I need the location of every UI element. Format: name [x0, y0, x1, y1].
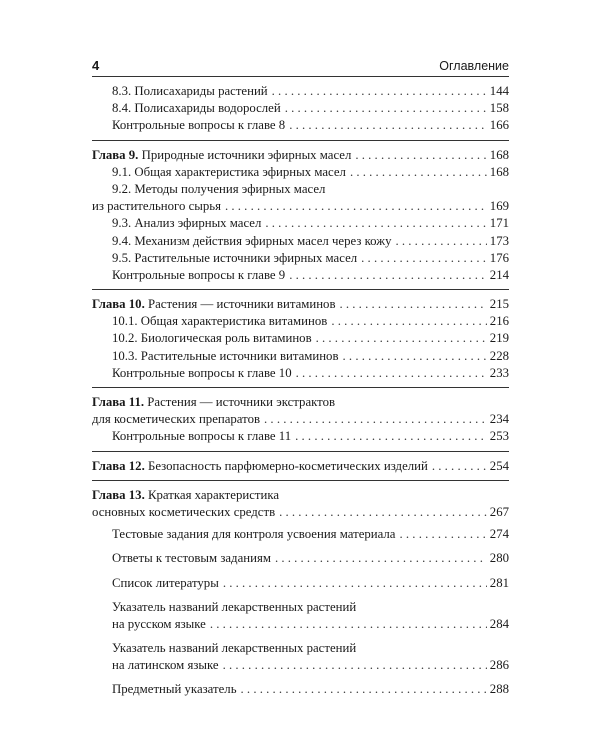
toc-entry-10-1[interactable]: 10.1. Общая характеристика витаминов . . . 216 — [92, 313, 509, 330]
toc-entry-subject-index[interactable]: Предметный указатель . . . 288 — [92, 681, 509, 698]
toc-entry-8-3[interactable]: 8.3. Полисахариды растений . . . 144 — [92, 83, 509, 100]
toc-chapter-12[interactable]: Глава 12. Безопасность парфюмерно-косметических изделий . . . 254 — [92, 458, 509, 475]
header-rule — [92, 76, 509, 77]
toc-chapter-13-line1[interactable]: Глава 13. Краткая характеристика — [92, 487, 280, 502]
toc-entry-9-2-line1[interactable]: 9.2. Методы получения эфирных масел — [112, 181, 326, 196]
toc-entry-literature[interactable]: Список литературы . . . 281 — [92, 575, 509, 592]
toc-entry-index-la[interactable]: на латинском языке . . . 286 — [92, 657, 509, 674]
toc-entry-9-4[interactable]: 9.4. Механизм действия эфирных масел через кожу . . . 173 — [92, 233, 509, 250]
running-head: Оглавление — [439, 59, 509, 73]
toc-entry-index-la-line1[interactable]: Указатель названий лекарственных растений — [112, 641, 357, 656]
section-divider — [92, 289, 509, 290]
toc-entry-9-2[interactable]: из растительного сырья . . . 169 — [92, 198, 509, 215]
toc-entry-answers[interactable]: Ответы к тестовым заданиям . . . 280 — [92, 550, 509, 567]
toc-entry-10-3[interactable]: 10.3. Растительные источники витаминов . . . 228 — [92, 348, 509, 365]
toc-entry-10-2[interactable]: 10.2. Биологическая роль витаминов . . . 219 — [92, 330, 509, 347]
toc-entry-9-3[interactable]: 9.3. Анализ эфирных масел . . . 171 — [92, 215, 509, 232]
page-header — [92, 58, 509, 74]
table-of-contents — [92, 78, 509, 699]
toc-chapter-9[interactable]: Глава 9. Природные источники эфирных масел . . . 168 — [92, 147, 509, 164]
toc-entry-questions-11[interactable]: Контрольные вопросы к главе 11 . . . 253 — [92, 428, 509, 445]
page-number: 4 — [92, 58, 100, 73]
toc-chapter-10[interactable]: Глава 10. Растения — источники витаминов . . . 215 — [92, 296, 509, 313]
toc-entry-9-5[interactable]: 9.5. Растительные источники эфирных масел . . . 176 — [92, 250, 509, 267]
toc-entry-9-1[interactable]: 9.1. Общая характеристика эфирных масел . . . 168 — [92, 164, 509, 181]
toc-entry-questions-8[interactable]: Контрольные вопросы к главе 8 . . . 166 — [92, 117, 509, 134]
toc-chapter-11-line1[interactable]: Глава 11. Растения — источники экстрактов — [92, 395, 336, 409]
toc-entry-index-ru-line1[interactable]: Указатель названий лекарственных растений — [112, 599, 357, 614]
toc-entry-questions-10[interactable]: Контрольные вопросы к главе 10 . . . 233 — [92, 365, 509, 382]
section-divider — [92, 140, 509, 141]
toc-entry-questions-9[interactable]: Контрольные вопросы к главе 9 . . . 214 — [92, 267, 509, 284]
section-divider — [92, 480, 509, 481]
section-divider — [92, 387, 509, 388]
toc-entry-index-ru[interactable]: на русском языке . . . 284 — [92, 616, 509, 633]
section-divider — [92, 451, 509, 452]
toc-entry-8-4[interactable]: 8.4. Полисахариды водорослей . . . 158 — [92, 100, 509, 117]
toc-chapter-11[interactable]: для косметических препаратов . . . 234 — [92, 411, 509, 428]
toc-chapter-13[interactable]: основных косметических средств . . . 267 — [92, 504, 509, 521]
toc-entry-tests[interactable]: Тестовые задания для контроля усвоения материала . . . 274 — [92, 526, 509, 543]
